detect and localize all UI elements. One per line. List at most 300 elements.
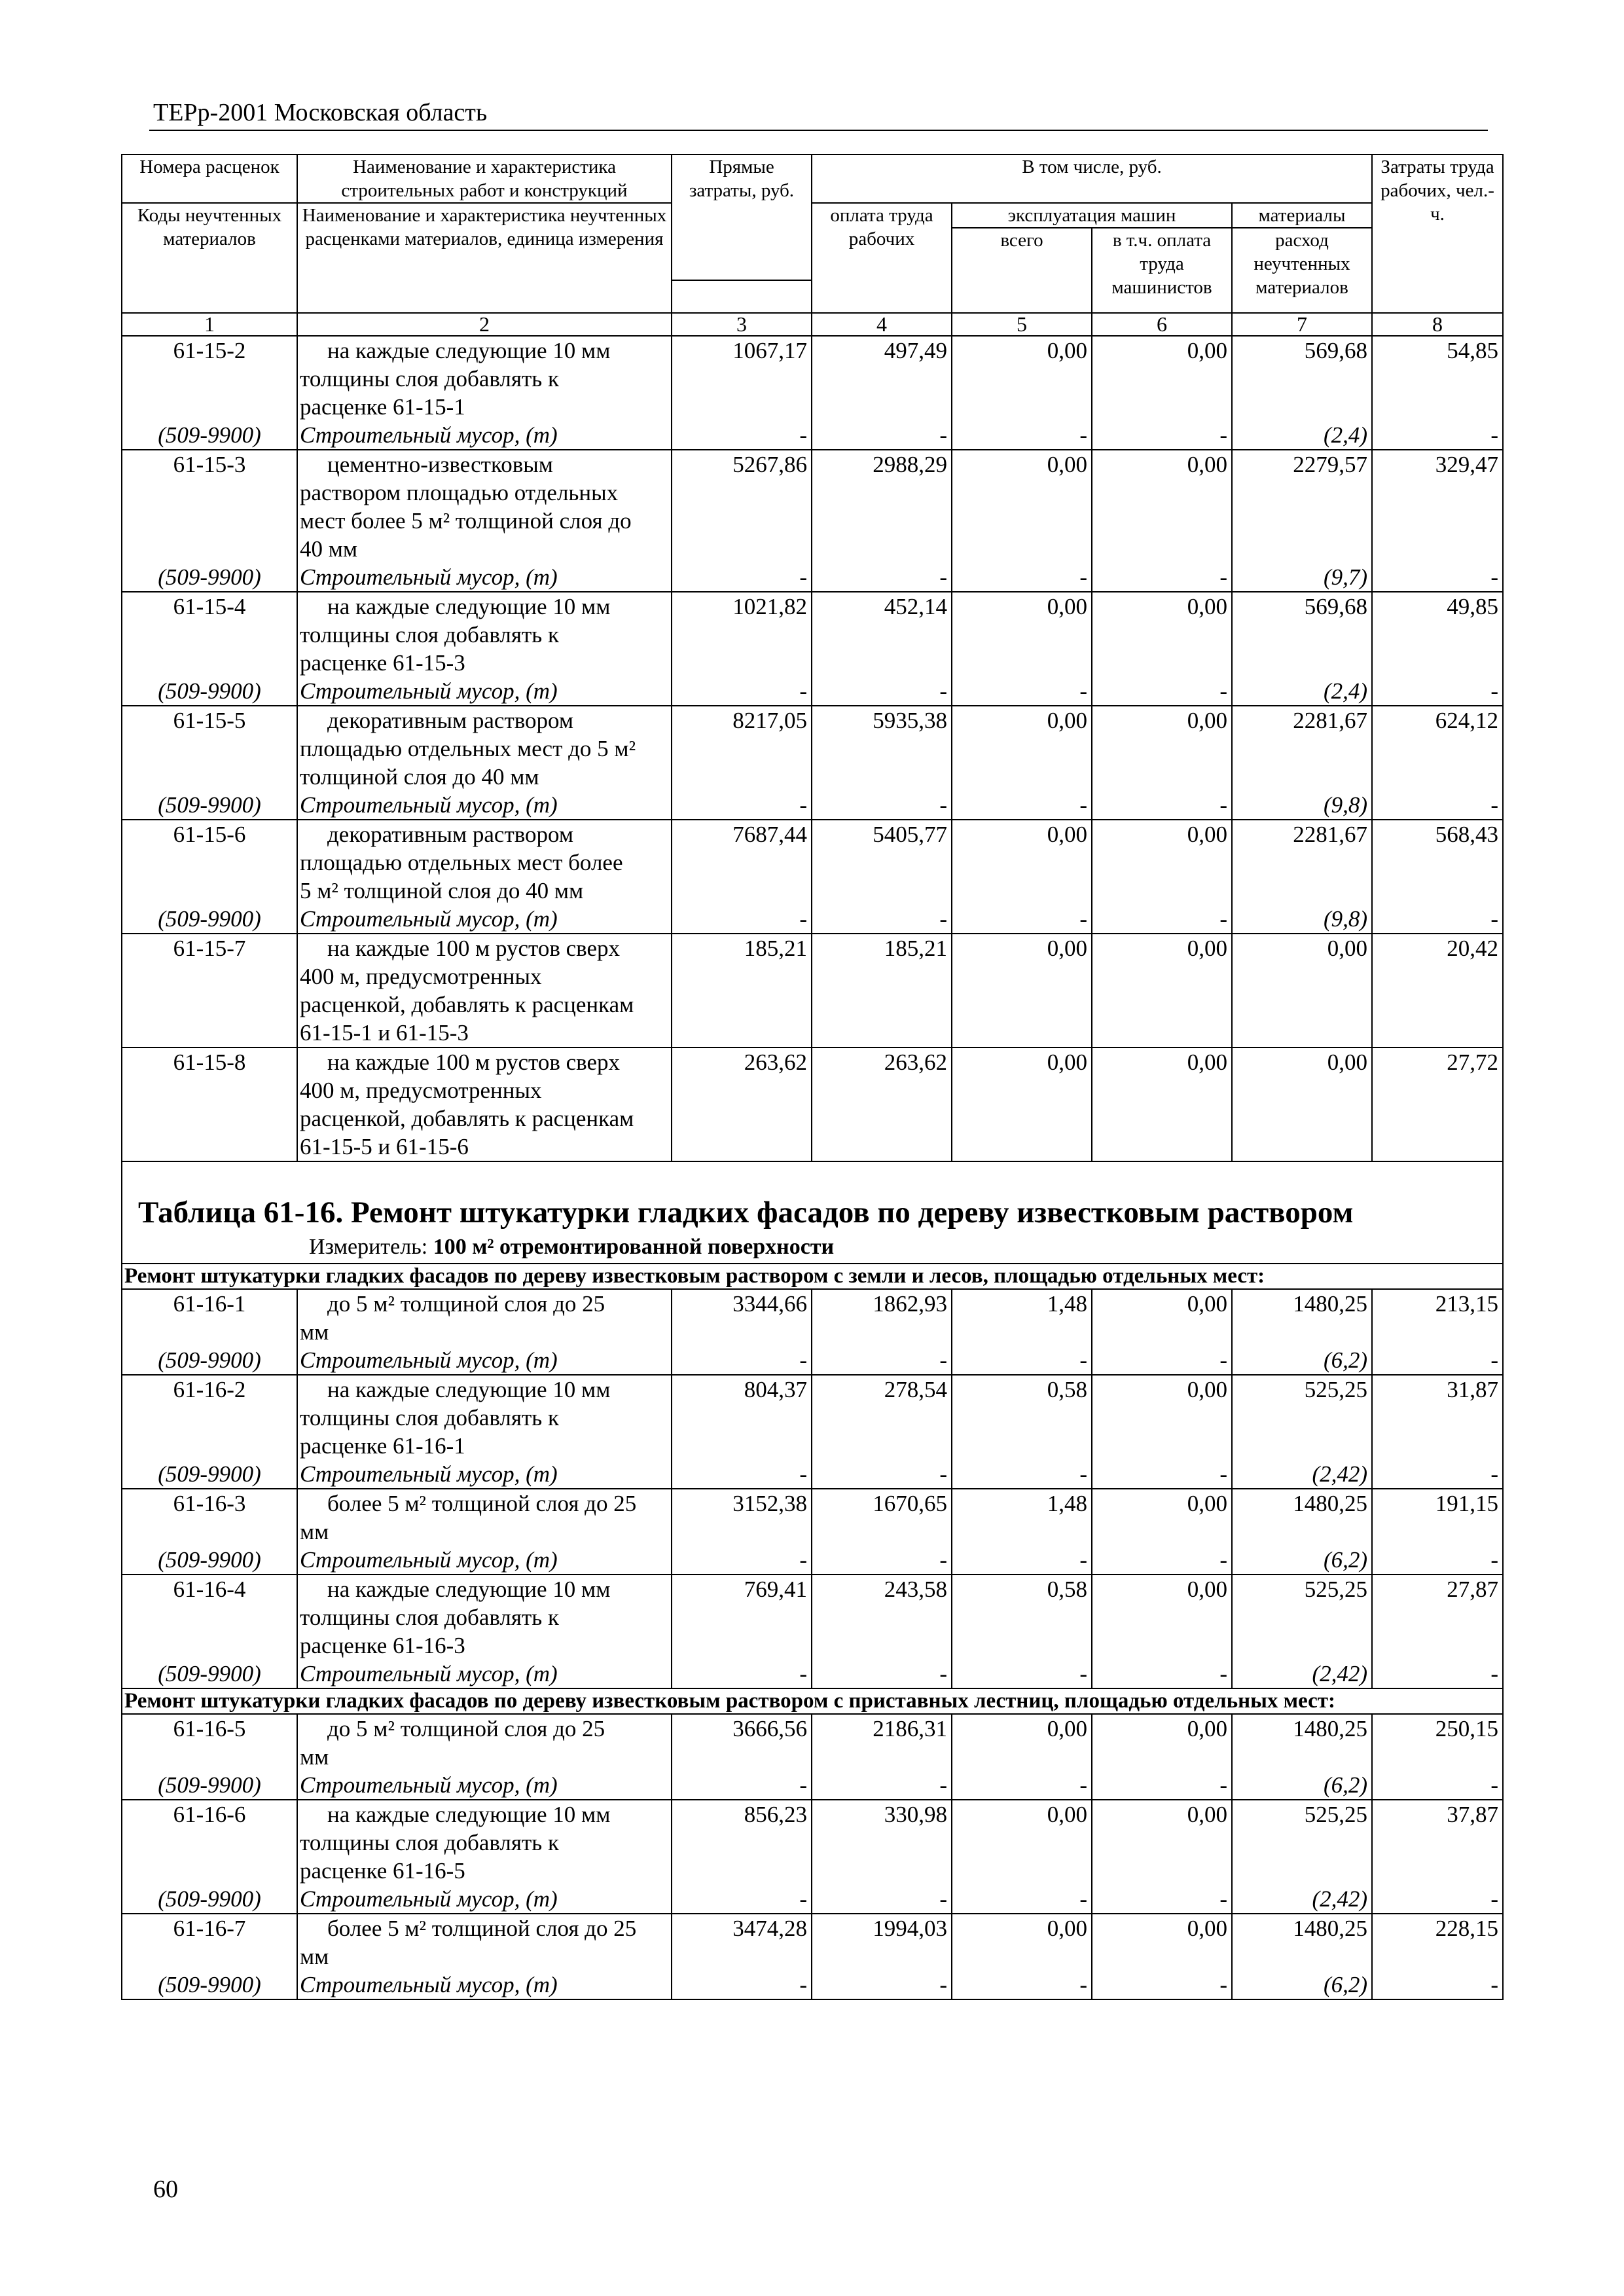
operator-pay-value: 0,00 (1187, 594, 1227, 619)
machines-total-value: 0,58 (1047, 1576, 1087, 1602)
spacer (954, 621, 1087, 649)
spacer (1375, 1829, 1498, 1857)
spacer (814, 1631, 947, 1660)
direct-costs-value: 769,41 (744, 1576, 807, 1602)
spacer (1375, 848, 1498, 877)
machines-total-value: 0,00 (1047, 1716, 1087, 1741)
materials-value-cell (1232, 1800, 1372, 1914)
empty-dash: - (1219, 1661, 1227, 1686)
work-description-cell (297, 1914, 672, 1999)
spacer (1375, 507, 1498, 535)
materials-value-cell (1232, 1289, 1372, 1375)
spacer (954, 1743, 1087, 1771)
empty-dash: - (1490, 1772, 1498, 1798)
spacer (814, 1318, 947, 1346)
spacer (954, 1404, 1087, 1432)
machines-total-value-cell (952, 336, 1092, 450)
material-code: (509-9900) (158, 1547, 261, 1573)
spacer (1094, 649, 1227, 677)
rate-code-cell (122, 592, 297, 706)
spacer (124, 393, 295, 421)
rate-code-cell (122, 1289, 297, 1375)
direct-costs-value: 856,23 (744, 1802, 807, 1827)
operator-pay-value: 0,00 (1187, 708, 1227, 733)
spacer (1094, 1432, 1227, 1460)
col-header-labor-costs: Затраты труда рабочих, чел.-ч. (1372, 155, 1503, 313)
rate-row (122, 336, 1503, 450)
worker-pay-value-cell (812, 450, 952, 592)
labor-costs-value: 54,85 (1447, 338, 1498, 363)
spacer (674, 763, 807, 791)
worker-pay-value-cell (812, 934, 952, 1048)
work-description-line: расценке 61-15-3 (300, 650, 465, 676)
materials-value: 525,25 (1304, 1802, 1367, 1827)
table-meter (122, 1230, 1502, 1263)
empty-dash: - (1079, 422, 1087, 448)
spacer (814, 1432, 947, 1460)
empty-dash: - (799, 1661, 807, 1686)
machines-total-value-cell (952, 1048, 1092, 1161)
rate-code-cell (122, 1800, 297, 1914)
work-description-line: мм (300, 1519, 329, 1544)
spacer (1235, 1631, 1367, 1660)
rate-row (122, 1914, 1503, 1999)
rate-code-cell (122, 1375, 297, 1489)
labor-costs-value: 27,87 (1447, 1576, 1498, 1602)
spacer (1094, 763, 1227, 791)
material-quantity: (2,42) (1312, 1886, 1367, 1912)
table-title-cell (122, 1161, 1503, 1264)
spacer (814, 1404, 947, 1432)
empty-dash: - (799, 564, 807, 590)
empty-dash: - (1219, 678, 1227, 704)
spacer (954, 507, 1087, 535)
spacer (1375, 649, 1498, 677)
worker-pay-value: 497,49 (884, 338, 947, 363)
table-title-row (122, 1161, 1503, 1264)
column-index-cell: 8 (1372, 313, 1503, 336)
spacer (954, 1829, 1087, 1857)
material-code: (509-9900) (158, 1347, 261, 1373)
operator-pay-value: 0,00 (1187, 452, 1227, 477)
spacer (124, 1829, 295, 1857)
worker-pay-value-cell (812, 1489, 952, 1575)
labor-costs-value: 228,15 (1435, 1916, 1498, 1941)
operator-pay-value: 0,00 (1187, 1716, 1227, 1741)
work-description-line: площадью отдельных мест до 5 м² (300, 736, 636, 761)
spacer (124, 735, 295, 763)
spacer (124, 1518, 295, 1546)
empty-dash: - (1490, 564, 1498, 590)
empty-dash: - (1490, 1886, 1498, 1912)
material-code: (509-9900) (158, 1772, 261, 1798)
work-description-line: на каждые 100 м рустов сверх (327, 936, 621, 961)
spacer (1094, 507, 1227, 535)
spacer (674, 507, 807, 535)
empty-dash: - (939, 1886, 947, 1912)
col-header-including: В том числе, руб. (812, 155, 1372, 203)
direct-costs-value: 1067,17 (732, 338, 807, 363)
empty-dash: - (939, 906, 947, 932)
operator-pay-value: 0,00 (1187, 1377, 1227, 1402)
column-index-cell: 5 (952, 313, 1092, 336)
materials-value: 0,00 (1327, 936, 1367, 961)
direct-costs-value: 8217,05 (732, 708, 807, 733)
work-description-line: до 5 м² толщиной слоя до 25 (327, 1716, 605, 1741)
material-name: Строительный мусор, (т) (300, 1661, 558, 1686)
spacer (674, 1857, 807, 1885)
material-quantity: (2,4) (1323, 422, 1367, 448)
direct-costs-value: 263,62 (744, 1049, 807, 1075)
rate-code: 61-15-4 (173, 594, 246, 619)
spacer (124, 1404, 295, 1432)
labor-costs-value: 20,42 (1447, 936, 1498, 961)
material-quantity: (2,42) (1312, 1661, 1367, 1686)
work-description-line: на каждые следующие 10 мм (327, 594, 611, 619)
empty-dash: - (1490, 1972, 1498, 1997)
empty-dash: - (799, 1547, 807, 1573)
spacer (954, 1518, 1087, 1546)
materials-value: 2279,57 (1293, 452, 1367, 477)
operator-pay-value-cell (1092, 1289, 1232, 1375)
spacer (1094, 877, 1227, 905)
work-description-line: толщиной слоя до 40 мм (300, 764, 539, 790)
direct-costs-value: 3666,56 (732, 1716, 807, 1741)
material-quantity: (9,7) (1323, 564, 1367, 590)
worker-pay-value: 1862,93 (873, 1291, 947, 1317)
spacer (1375, 1631, 1498, 1660)
rate-code-cell (122, 450, 297, 592)
spacer (674, 1432, 807, 1460)
worker-pay-value: 278,54 (884, 1377, 947, 1402)
spacer (1235, 877, 1367, 905)
empty-dash: - (1490, 422, 1498, 448)
rate-code-cell (122, 1048, 297, 1161)
machines-total-value: 0,00 (1047, 708, 1087, 733)
spacer (814, 479, 947, 507)
worker-pay-value: 263,62 (884, 1049, 947, 1075)
work-description-line: более 5 м² толщиной слоя до 25 (327, 1491, 637, 1516)
material-name: Строительный мусор, (т) (300, 1886, 558, 1912)
spacer (1375, 1743, 1498, 1771)
operator-pay-value: 0,00 (1187, 1049, 1227, 1075)
empty-dash: - (939, 1547, 947, 1573)
spacer (124, 1318, 295, 1346)
work-description-line: мм (300, 1944, 329, 1969)
empty-dash: - (1219, 1461, 1227, 1487)
rate-code: 61-16-1 (173, 1291, 246, 1317)
direct-costs-value-cell (672, 1914, 812, 1999)
work-description-cell (297, 1289, 672, 1375)
spacer (1375, 1318, 1498, 1346)
table-title: Таблица 61-16. Ремонт штукатурки гладких фасадов по дереву известковым раствором (138, 1195, 1354, 1230)
rate-code: 61-16-7 (173, 1916, 246, 1941)
spacer (954, 1318, 1087, 1346)
col-header-work-name: Наименование и характеристика строительных работ и конструкций (297, 155, 672, 203)
spacer (1094, 621, 1227, 649)
work-description-line: 40 мм (300, 536, 358, 562)
spacer (814, 848, 947, 877)
section-heading-ladders: Ремонт штукатурки гладких фасадов по дереву известковым раствором с приставных лестниц, площадью отдельных мест: (122, 1688, 1503, 1714)
rate-code-cell (122, 1575, 297, 1688)
spacer (1094, 479, 1227, 507)
machines-total-value-cell (952, 1800, 1092, 1914)
spacer (1375, 1857, 1498, 1885)
worker-pay-value-cell (812, 1714, 952, 1800)
work-description-line: мм (300, 1319, 329, 1345)
spacer (124, 621, 295, 649)
empty-dash: - (939, 1661, 947, 1686)
rates-table (121, 154, 1504, 2000)
spacer (954, 1432, 1087, 1460)
empty-dash: - (939, 792, 947, 818)
materials-value: 1480,25 (1293, 1916, 1367, 1941)
rate-code: 61-16-6 (173, 1802, 246, 1827)
materials-value-cell (1232, 1489, 1372, 1575)
machines-total-value-cell (952, 1575, 1092, 1688)
spacer (1375, 621, 1498, 649)
page-number: 60 (153, 2176, 178, 2203)
material-code: (509-9900) (158, 678, 261, 704)
spacer (674, 535, 807, 563)
direct-costs-value-cell (672, 1289, 812, 1375)
work-description-cell (297, 1375, 672, 1489)
materials-value: 2281,67 (1293, 822, 1367, 847)
materials-value-cell (1232, 820, 1372, 934)
spacer (674, 1743, 807, 1771)
material-quantity: (2,4) (1323, 678, 1367, 704)
spacer (814, 1829, 947, 1857)
empty-dash: - (799, 906, 807, 932)
column-index-cell: 4 (812, 313, 952, 336)
spacer (124, 1942, 295, 1971)
spacer (1375, 1432, 1498, 1460)
empty-dash: - (939, 1347, 947, 1373)
machines-total-value-cell (952, 450, 1092, 592)
empty-dash: - (1219, 1347, 1227, 1373)
work-description-line: на каждые следующие 10 мм (327, 1802, 611, 1827)
labor-costs-value-cell (1372, 336, 1503, 450)
machines-total-value-cell (952, 1489, 1092, 1575)
rate-row (122, 1575, 1503, 1688)
material-quantity: (6,2) (1323, 1347, 1367, 1373)
worker-pay-value-cell (812, 1375, 952, 1489)
spacer (1235, 393, 1367, 421)
worker-pay-value: 5405,77 (873, 822, 947, 847)
machines-total-value-cell (952, 592, 1092, 706)
material-name: Строительный мусор, (т) (300, 1772, 558, 1798)
rate-code: 61-15-3 (173, 452, 246, 477)
materials-value: 525,25 (1304, 1576, 1367, 1602)
labor-costs-value: 213,15 (1435, 1291, 1498, 1317)
empty-dash: - (1079, 1547, 1087, 1573)
labor-costs-value-cell (1372, 1575, 1503, 1688)
empty-dash: - (1079, 564, 1087, 590)
operator-pay-value-cell (1092, 1714, 1232, 1800)
materials-value-cell (1232, 592, 1372, 706)
empty-dash: - (1219, 1972, 1227, 1997)
spacer (954, 1857, 1087, 1885)
empty-dash: - (1490, 1547, 1498, 1573)
materials-value-cell (1232, 1048, 1372, 1161)
material-name: Строительный мусор, (т) (300, 1347, 558, 1373)
spacer (1094, 1318, 1227, 1346)
rate-code: 61-16-3 (173, 1491, 246, 1516)
work-description-line: мест более 5 м² толщиной слоя до (300, 508, 632, 534)
rate-row (122, 450, 1503, 592)
spacer (1375, 1942, 1498, 1971)
materials-value-cell (1232, 934, 1372, 1048)
material-quantity: (6,2) (1323, 1972, 1367, 1997)
operator-pay-value-cell (1092, 1575, 1232, 1688)
direct-costs-value: 5267,86 (732, 452, 807, 477)
work-description-line: расценкой, добавлять к расценкам (300, 992, 634, 1017)
spacer (124, 1743, 295, 1771)
materials-value-cell (1232, 336, 1372, 450)
direct-costs-value: 3474,28 (732, 1916, 807, 1941)
empty-dash: - (1219, 792, 1227, 818)
spacer (674, 877, 807, 905)
material-code: (509-9900) (158, 564, 261, 590)
labor-costs-value: 31,87 (1447, 1377, 1498, 1402)
empty-dash: - (939, 422, 947, 448)
spacer (674, 848, 807, 877)
labor-costs-value-cell (1372, 1800, 1503, 1914)
rate-code: 61-15-2 (173, 338, 246, 363)
machines-total-value: 0,00 (1047, 1802, 1087, 1827)
work-description-line: толщины слоя добавлять к (300, 1405, 559, 1430)
empty-dash: - (1079, 906, 1087, 932)
materials-value: 1480,25 (1293, 1491, 1367, 1516)
operator-pay-value-cell (1092, 450, 1232, 592)
work-description-line: 61-15-1 и 61-15-3 (300, 1020, 469, 1046)
machines-total-value-cell (952, 934, 1092, 1048)
spacer (674, 479, 807, 507)
machines-total-value: 0,00 (1047, 594, 1087, 619)
direct-costs-value-cell (672, 336, 812, 450)
spacer (954, 393, 1087, 421)
work-description-line: на каждые 100 м рустов сверх (327, 1049, 621, 1075)
work-description-line: на каждые следующие 10 мм (327, 338, 611, 363)
section-heading-ground-row (122, 1264, 1503, 1289)
empty-dash: - (1219, 564, 1227, 590)
spacer (674, 393, 807, 421)
spacer (674, 1518, 807, 1546)
worker-pay-value-cell (812, 1289, 952, 1375)
materials-value-cell (1232, 1914, 1372, 1999)
spacer (124, 877, 295, 905)
spacer (1094, 848, 1227, 877)
machines-total-value: 1,48 (1047, 1291, 1087, 1317)
direct-costs-value-cell (672, 820, 812, 934)
materials-value: 2281,67 (1293, 708, 1367, 733)
spacer (954, 649, 1087, 677)
spacer (1235, 1432, 1367, 1460)
machines-total-value: 0,00 (1047, 1049, 1087, 1075)
materials-value: 1480,25 (1293, 1716, 1367, 1741)
operator-pay-value-cell (1092, 1800, 1232, 1914)
empty-dash: - (1079, 1661, 1087, 1686)
direct-costs-value: 185,21 (744, 936, 807, 961)
rate-code: 61-16-4 (173, 1576, 246, 1602)
worker-pay-value-cell (812, 1048, 952, 1161)
spacer (814, 507, 947, 535)
col-header-materials: материалы (1232, 203, 1372, 228)
spacer (954, 877, 1087, 905)
work-description-cell (297, 450, 672, 592)
spacer (954, 535, 1087, 563)
work-description-line: более 5 м² толщиной слоя до 25 (327, 1916, 637, 1941)
spacer (1375, 735, 1498, 763)
direct-costs-value: 1021,82 (732, 594, 807, 619)
spacer (814, 1942, 947, 1971)
spacer (1235, 1829, 1367, 1857)
rate-row (122, 1048, 1503, 1161)
material-quantity: (9,8) (1323, 792, 1367, 818)
work-description-line: 61-15-5 и 61-15-6 (300, 1134, 469, 1159)
machines-total-value: 0,58 (1047, 1377, 1087, 1402)
rate-row (122, 706, 1503, 820)
worker-pay-value-cell (812, 1914, 952, 1999)
work-description-cell (297, 820, 672, 934)
spacer (124, 1857, 295, 1885)
spacer (1094, 1518, 1227, 1546)
machines-total-value-cell (952, 1375, 1092, 1489)
spacer (124, 479, 295, 507)
machines-total-value: 1,48 (1047, 1491, 1087, 1516)
spacer (1094, 365, 1227, 393)
operator-pay-value-cell (1092, 820, 1232, 934)
spacer (124, 848, 295, 877)
labor-costs-value: 250,15 (1435, 1716, 1498, 1741)
labor-costs-value-cell (1372, 1289, 1503, 1375)
materials-value-cell (1232, 1714, 1372, 1800)
operator-pay-value-cell (1092, 706, 1232, 820)
operator-pay-value: 0,00 (1187, 822, 1227, 847)
empty-dash: - (1219, 1547, 1227, 1573)
materials-value: 569,68 (1304, 338, 1367, 363)
spacer (674, 1318, 807, 1346)
materials-value-cell (1232, 1375, 1372, 1489)
page-header-title: ТЕРр-2001 Московская область (153, 99, 488, 126)
material-code: (509-9900) (158, 1661, 261, 1686)
direct-costs-value-cell (672, 1575, 812, 1688)
spacer (814, 365, 947, 393)
worker-pay-value: 1994,03 (873, 1916, 947, 1941)
spacer (1235, 479, 1367, 507)
operator-pay-value-cell (1092, 1489, 1232, 1575)
col-header-rate-numbers: Номера расценок (122, 155, 297, 203)
machines-total-value: 0,00 (1047, 936, 1087, 961)
direct-costs-value-cell (672, 706, 812, 820)
rates-table-body (122, 155, 1503, 1999)
materials-value-cell (1232, 450, 1372, 592)
col-header-machines-total: всего (952, 228, 1092, 313)
worker-pay-value: 243,58 (884, 1576, 947, 1602)
col-header-material-codes: Коды неучтенных материалов (122, 203, 297, 313)
worker-pay-value-cell (812, 820, 952, 934)
column-index-cell: 2 (297, 313, 672, 336)
spacer (124, 365, 295, 393)
worker-pay-value: 1670,65 (873, 1491, 947, 1516)
rate-code: 61-15-5 (173, 708, 246, 733)
operator-pay-value: 0,00 (1187, 1576, 1227, 1602)
empty-dash: - (1079, 792, 1087, 818)
worker-pay-value: 5935,38 (873, 708, 947, 733)
spacer (124, 763, 295, 791)
spacer (814, 1518, 947, 1546)
material-name: Строительный мусор, (т) (300, 422, 558, 448)
